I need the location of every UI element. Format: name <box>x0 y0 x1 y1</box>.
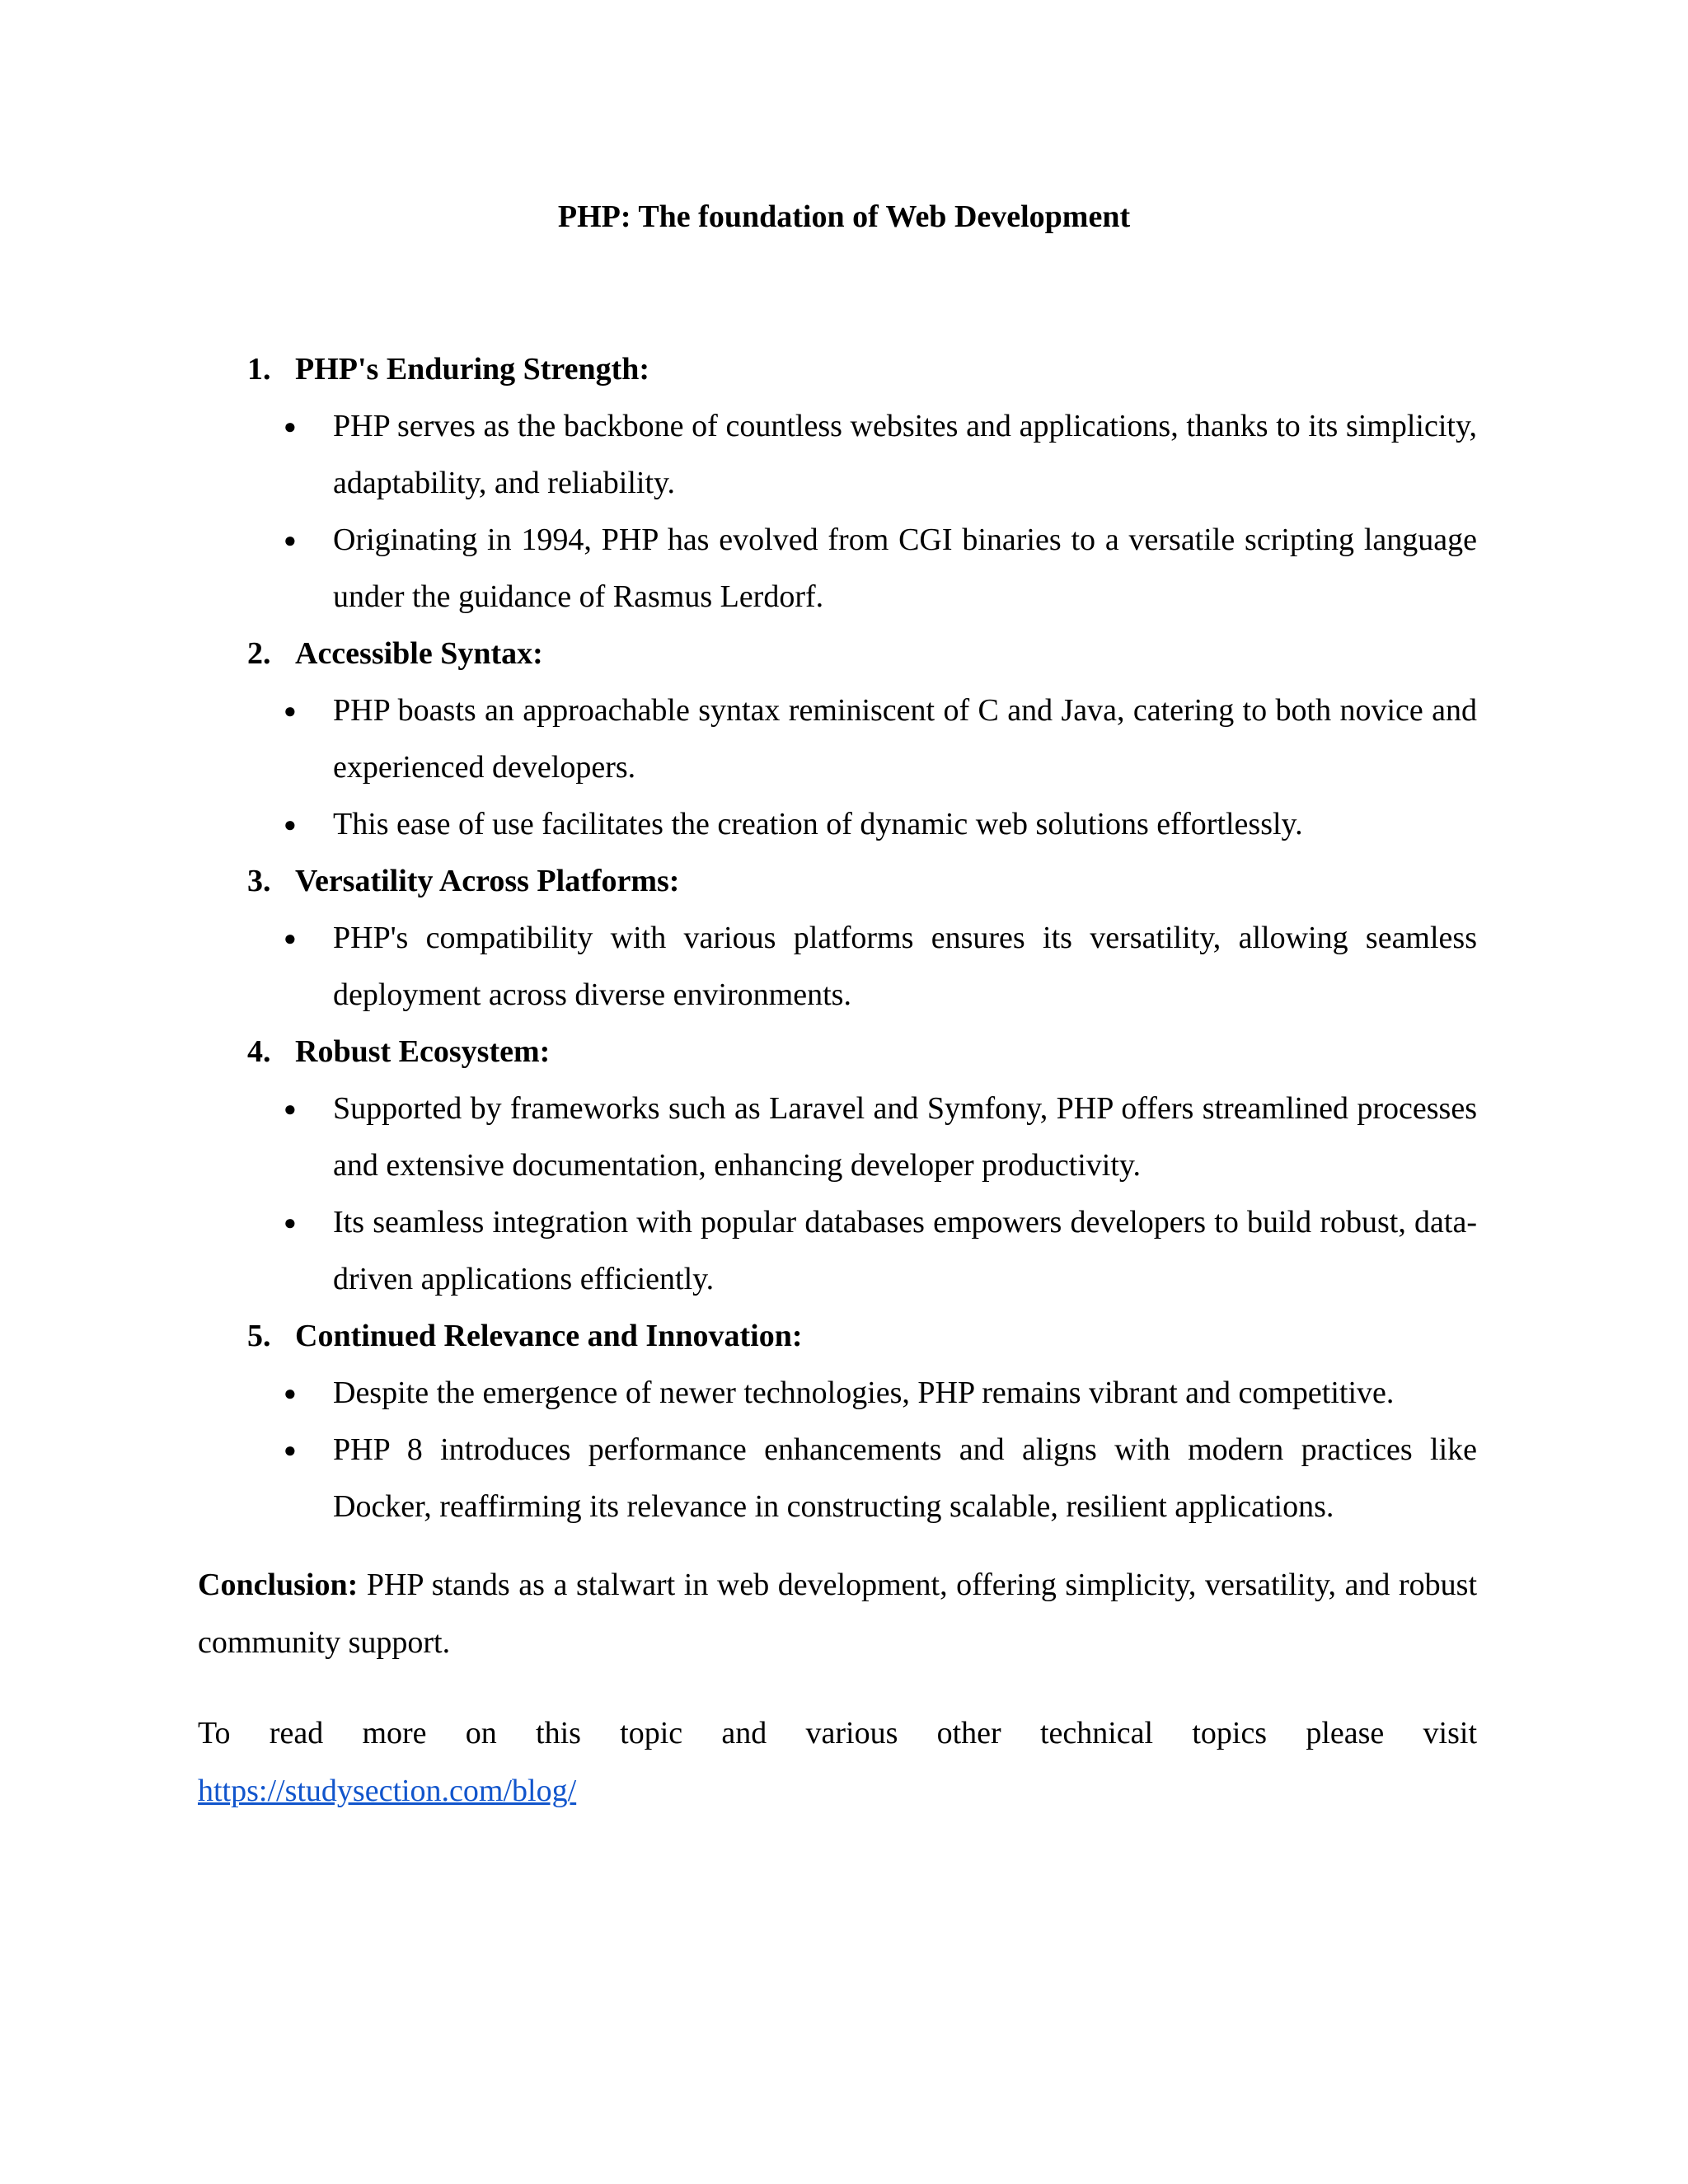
section-number: 1. <box>247 352 271 387</box>
bullet-icon: ● <box>284 528 297 552</box>
read-more-link-line <box>198 1762 576 1820</box>
list-item <box>284 1422 1477 1535</box>
section-title: Robust Ecosystem: <box>295 1034 551 1069</box>
bullet-icon: ● <box>284 1438 297 1462</box>
section-heading <box>0 341 1688 398</box>
list-item-text: PHP serves as the backbone of countless websites and applications, thanks to its simplicity, adaptability, and reliability. <box>333 409 1477 500</box>
section-2 <box>0 626 1688 853</box>
conclusion-label: Conclusion: <box>198 1568 359 1602</box>
list-item <box>284 512 1477 626</box>
list-item <box>284 1194 1477 1308</box>
list-item <box>284 1080 1477 1194</box>
section-title: Continued Relevance and Innovation: <box>295 1319 803 1353</box>
section-number: 3. <box>247 864 271 898</box>
section-number: 5. <box>247 1319 271 1353</box>
list-item <box>284 398 1477 512</box>
read-more-text: To read more on this topic and various other technical topics please visit <box>198 1716 1477 1750</box>
bullet-icon: ● <box>284 1381 297 1405</box>
bullet-icon: ● <box>284 926 297 950</box>
section-heading <box>0 853 1688 910</box>
section-1 <box>0 341 1688 626</box>
section-4 <box>0 1024 1688 1308</box>
bullet-icon: ● <box>284 1211 297 1235</box>
list-item <box>284 1365 1477 1422</box>
section-title: PHP's Enduring Strength: <box>295 352 650 387</box>
document-title: PHP: The foundation of Web Development <box>557 199 1131 234</box>
list-item-text: Its seamless integration with popular databases empowers developers to build robust, data-driven applications efficiently. <box>333 1205 1477 1296</box>
blog-link[interactable]: https://studysection.com/blog/ <box>198 1774 577 1808</box>
bullet-icon: ● <box>284 813 297 837</box>
bullet-icon: ● <box>284 1097 297 1121</box>
list-item <box>284 682 1477 796</box>
section-heading <box>0 1308 1688 1365</box>
section-number: 4. <box>247 1034 271 1069</box>
list-item-text: PHP 8 introduces performance enhancements and aligns with modern practices like Docker, reaffirming its relevance in constructing scalable, resilient applications. <box>333 1432 1477 1524</box>
section-5 <box>0 1308 1688 1535</box>
conclusion-text: PHP stands as a stalwart in web development, offering simplicity, versatility, and robust community support. <box>198 1568 1477 1660</box>
list-item-text: Originating in 1994, PHP has evolved from CGI binaries to a versatile scripting language under the guidance of Rasmus Lerdorf. <box>333 523 1477 614</box>
list-item <box>284 910 1477 1024</box>
list-item-text: Despite the emergence of newer technologies, PHP remains vibrant and competitive. <box>333 1376 1395 1410</box>
list-item-text: This ease of use facilitates the creation of dynamic web solutions effortlessly. <box>333 807 1303 841</box>
section-title: Versatility Across Platforms: <box>295 864 680 898</box>
section-list <box>0 341 1688 1535</box>
section-heading <box>0 626 1688 682</box>
section-heading <box>0 1024 1688 1080</box>
section-number: 2. <box>247 636 271 671</box>
conclusion-paragraph <box>198 1556 1477 1671</box>
list-item-text: PHP boasts an approachable syntax reminiscent of C and Java, catering to both novice and experienced developers. <box>333 693 1477 785</box>
section-3 <box>0 853 1688 1024</box>
list-item <box>284 796 1477 853</box>
bullet-icon: ● <box>284 699 297 723</box>
section-title: Accessible Syntax: <box>295 636 543 671</box>
bullet-icon: ● <box>284 415 297 438</box>
list-item-text: PHP's compatibility with various platforms ensures its versatility, allowing seamless deployment across diverse environments. <box>333 921 1477 1012</box>
list-item-text: Supported by frameworks such as Laravel and Symfony, PHP offers streamlined processes and extensive documentation, enhancing developer productivity. <box>333 1091 1477 1183</box>
